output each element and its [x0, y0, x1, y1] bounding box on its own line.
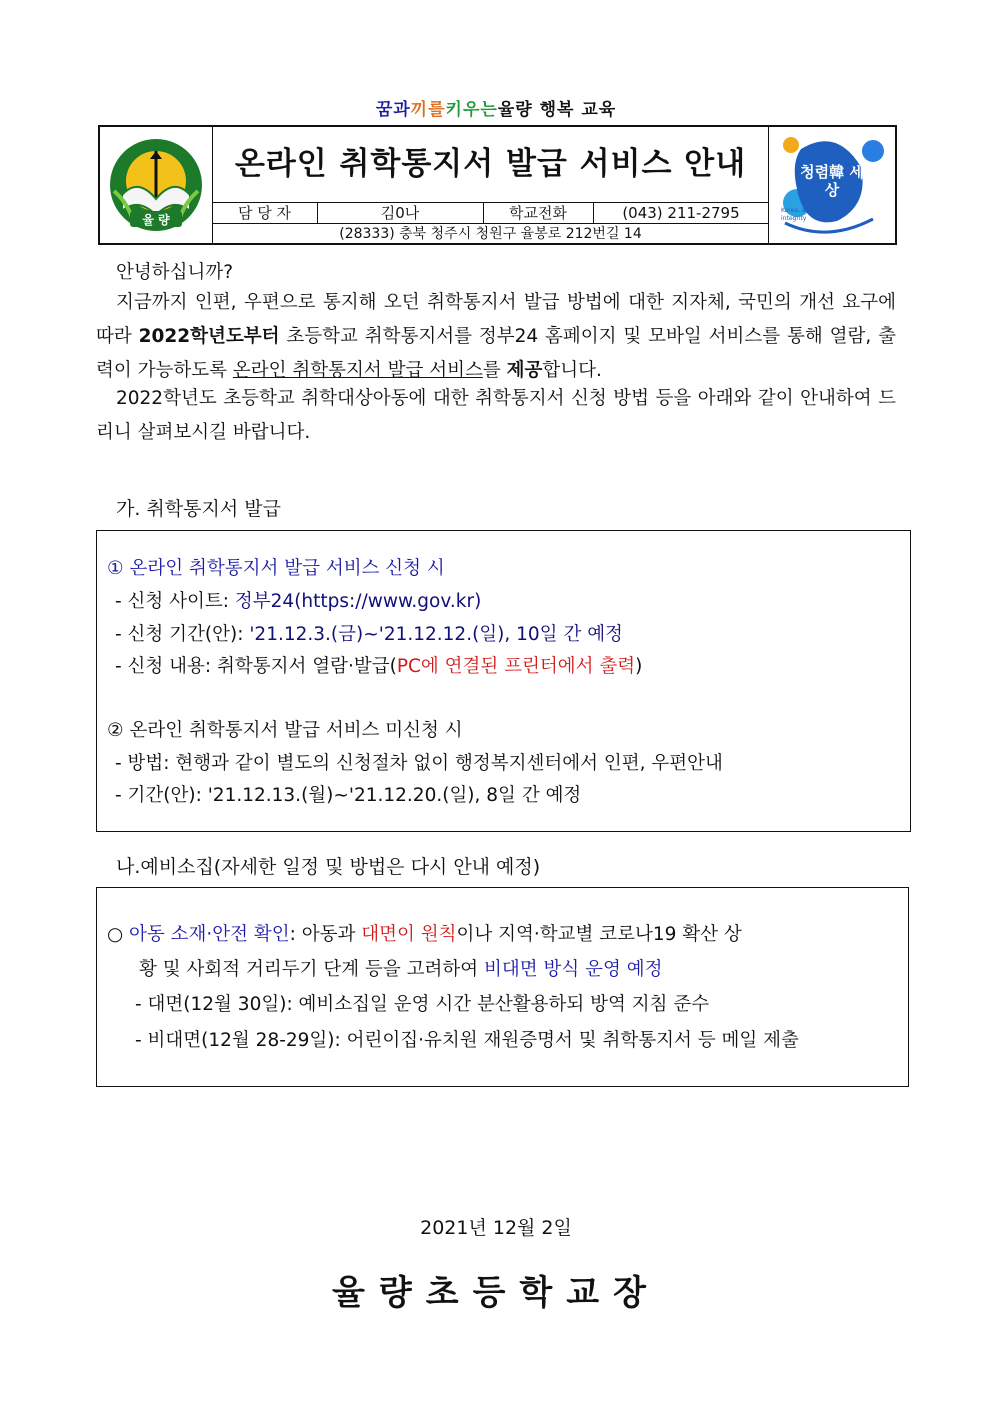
intro-p1-c: 초등학교 취학통지서를 정부24 홈페이지 및 모바일 서비스를 통해 열람, 출력이 가능하도록 — [96, 326, 896, 381]
l1-d: 이나 — [456, 924, 499, 945]
content-end: ) — [635, 656, 643, 677]
l3-b: : 예비소집일 운영 시간 분산활용하되 방역 지침 준수 — [286, 994, 710, 1015]
greeting-text: 안녕하십니까? — [116, 262, 234, 283]
l2-b: 고려하여 — [406, 959, 479, 980]
intro-p1-g: 합니다. — [542, 360, 602, 381]
contact-name: 김0나 — [317, 203, 484, 223]
school-logo-cell — [100, 127, 213, 243]
l1-e: 지역·학교별 코로나19 확산 상 — [498, 924, 742, 945]
document-header — [98, 125, 897, 245]
school-logo-text: 율 량 — [142, 213, 170, 227]
document-signer: 율량초등학교장 — [332, 1273, 660, 1313]
l4-a: - 비대면(12월 28-29일) — [135, 1030, 335, 1051]
integrity-logo-text: 청렴韓 세상 — [800, 163, 864, 199]
intro-p1-b: 2022학년도부터 — [138, 326, 280, 347]
l1-b: : 아동과 — [289, 924, 362, 945]
section-b-line-3 — [135, 990, 709, 1016]
section-a-item2-period: - 기간(안): '21.12.13.(월)~'21.12.20.(일), 8일 간 예정 — [115, 785, 582, 806]
slogan-part-1: 꿈과 — [375, 100, 411, 120]
section-b-title: 나.예비소집(자세한 일정 및 방법은 다시 안내 예정) — [116, 856, 541, 878]
intro-p1-f: 제공 — [506, 360, 543, 381]
phone-label: 학교전화 — [483, 203, 594, 223]
section-a-item1-period — [115, 620, 623, 646]
l2-d: 비대면 방식 운영 예정 — [483, 959, 663, 980]
section-b-line-2 — [139, 955, 662, 981]
l1-c: 대면이 원칙 — [361, 924, 457, 945]
site-value: 정부24(https://www.gov.kr) — [234, 591, 482, 612]
section-a-item1-title: ① 온라인 취학통지서 발급 서비스 신청 시 — [107, 558, 445, 579]
l2-a: 황 및 사회적 거리두기 단계 등을 — [139, 959, 407, 980]
section-b-box — [96, 887, 909, 1087]
document-title: 온라인 취학통지서 발급 서비스 안내 — [234, 146, 747, 182]
intro-paragraph-2: 2022학년도 초등학교 취학대상아동에 대한 취학통지서 신청 방법 등을 아래와 같이 안내하여 드리니 살펴보시길 바랍니다. — [96, 388, 896, 443]
section-a-box — [96, 530, 911, 832]
section-a-item1-content — [115, 652, 642, 678]
greeting — [96, 256, 896, 290]
document-date: 2021년 12월 2일 — [420, 1217, 572, 1239]
section-a-item2-title: ② 온라인 취학통지서 발급 서비스 미신청 시 — [107, 720, 463, 741]
bullet: ○ — [107, 924, 130, 945]
phone-number: (043) 211-2795 — [622, 204, 740, 222]
contact-label: 담 당 자 — [212, 203, 318, 223]
content-label: - 신청 내용: 취학통지서 열람·발급( — [115, 656, 397, 677]
l1-a: 아동 소재·안전 확인 — [129, 924, 290, 945]
section-a-item1-site — [115, 587, 481, 613]
l4-b: : 어린이집·유치원 재원증명서 및 취학통지서 등 메일 제출 — [334, 1030, 799, 1051]
section-b-line-1 — [107, 920, 742, 946]
section-a-item2-method: - 방법: 현행과 같이 별도의 신청절차 없이 행정복지센터에서 인편, 우편안내 — [115, 753, 723, 774]
address-line: (28333) 충북 청주시 청원구 율봉로 212번길 14 — [212, 223, 769, 244]
contact-row — [212, 202, 769, 223]
integrity-logo-small: Korea, a country of integrity — [781, 207, 839, 222]
period-value: '21.12.3.(금)~'21.12.12.(일), 10일 간 예정 — [249, 624, 623, 645]
intro-p1-e: 를 — [482, 360, 507, 381]
intro-p1-a: 지금까지 인편, 우편으로 통지해 오던 취학통지서 발급 방법에 대한 지자체, 국민의 개선 요구에 따라 — [96, 292, 896, 347]
slogan-part-2: 끼를 — [410, 100, 446, 120]
intro-p1-d: 온라인 취학통지서 발급 서비스 — [232, 360, 483, 381]
section-a-title: 가. 취학통지서 발급 — [116, 498, 281, 520]
l3-a: - 대면(12월 30일) — [135, 994, 287, 1015]
content-red: PC에 연결된 프린터에서 출력 — [396, 656, 636, 677]
slogan — [0, 95, 992, 120]
slogan-part-4: 율량 행복 교육 — [497, 100, 617, 120]
section-b-line-4 — [135, 1026, 799, 1052]
intro-paragraph-1 — [96, 286, 896, 388]
integrity-logo-cell — [768, 127, 895, 243]
site-label: - 신청 사이트: — [115, 591, 235, 612]
slogan-part-3: 키우는 — [445, 100, 498, 120]
period-label: - 신청 기간(안): — [115, 624, 250, 645]
